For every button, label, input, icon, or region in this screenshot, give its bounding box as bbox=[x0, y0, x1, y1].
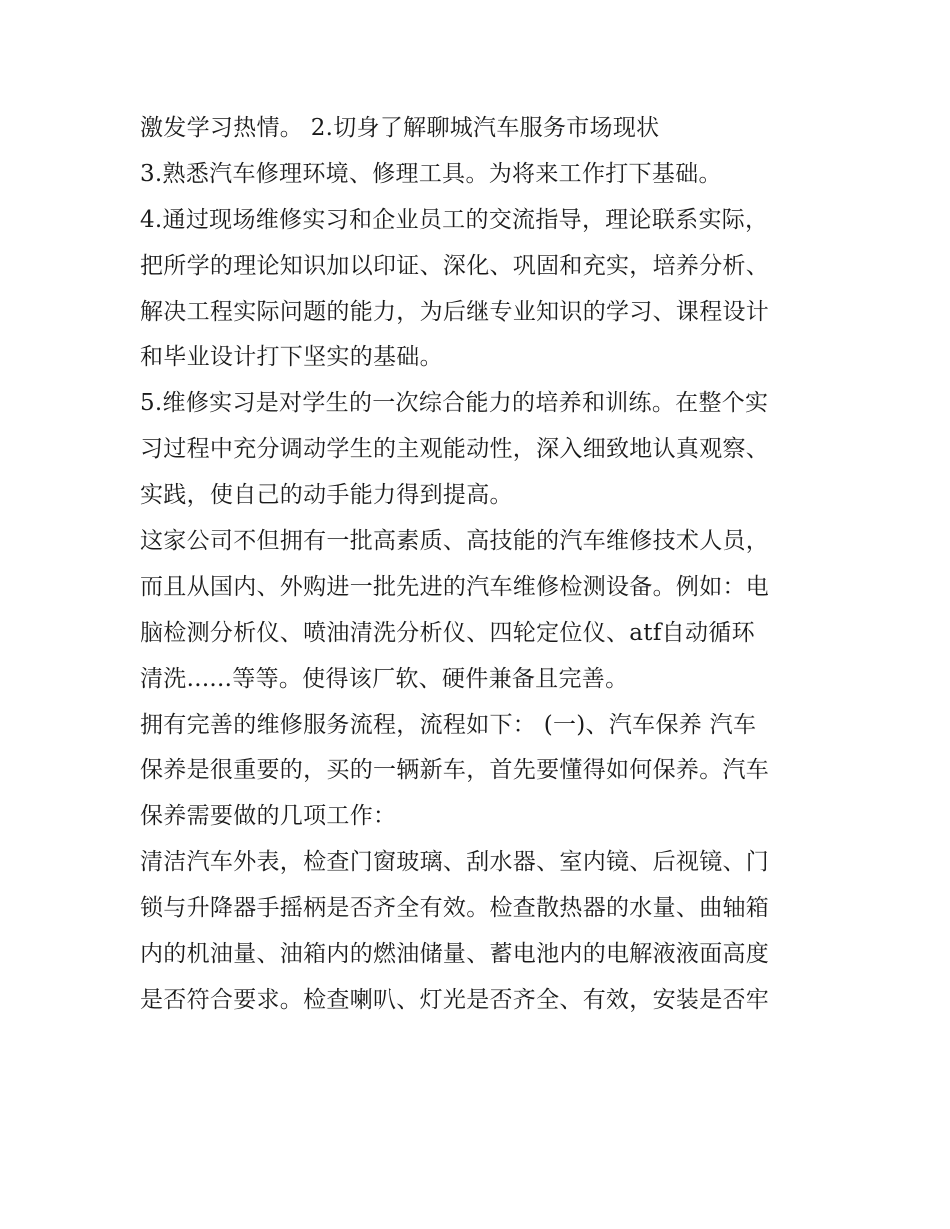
text-line: 习过程中充分调动学生的主观能动性，深入细致地认真观察、 bbox=[140, 436, 770, 463]
text-line: 4.通过现场维修实习和企业员工的交流指导，理论联系实际， bbox=[140, 206, 769, 233]
text-line: 脑检测分析仪、喷油清洗分析仪、四轮定位仪、atf自动循环 bbox=[140, 619, 755, 646]
text-line: 清洁汽车外表，检查门窗玻璃、刮水器、室内镜、后视镜、门 bbox=[140, 849, 770, 876]
text-line: 3.熟悉汽车修理环境、修理工具。为将来工作打下基础。 bbox=[140, 160, 722, 187]
body-text bbox=[140, 106, 820, 1024]
text-line: 把所学的理论知识加以印证、深化、巩固和充实，培养分析、 bbox=[140, 252, 770, 279]
text-line: 锁与升降器手摇柄是否齐全有效。检查散热器的水量、曲轴箱 bbox=[140, 895, 770, 922]
text-line: 内的机油量、油箱内的燃油储量、蓄电池内的电解液液面高度 bbox=[140, 941, 770, 968]
text-line: 实践，使自己的动手能力得到提高。 bbox=[140, 482, 513, 509]
text-line: 保养是很重要的，买的一辆新车，首先要懂得如何保养。汽车 bbox=[140, 757, 770, 784]
text-line: 激发学习热情。 2.切身了解聊城汽车服务市场现状 bbox=[140, 115, 660, 141]
text-line: 这家公司不但拥有一批高素质、高技能的汽车维修技术人员， bbox=[140, 528, 770, 555]
text-line: 拥有完善的维修服务流程，流程如下： (一)、汽车保养 汽车 bbox=[140, 711, 757, 738]
text-line: 5.维修实习是对学生的一次综合能力的培养和训练。在整个实 bbox=[140, 390, 769, 417]
text-line: 和毕业设计打下坚实的基础。 bbox=[140, 344, 443, 371]
text-line: 清洗......等等。使得该厂软、硬件兼备且完善。 bbox=[140, 665, 629, 692]
text-line: 是否符合要求。检查喇叭、灯光是否齐全、有效，安装是否牢 bbox=[140, 986, 770, 1013]
text-line: 而且从国内、外购进一批先进的汽车维修检测设备。例如：电 bbox=[140, 573, 770, 600]
text-line: 保养需要做的几项工作： bbox=[140, 803, 397, 830]
text-line: 解决工程实际问题的能力，为后继专业知识的学习、课程设计 bbox=[140, 298, 770, 325]
